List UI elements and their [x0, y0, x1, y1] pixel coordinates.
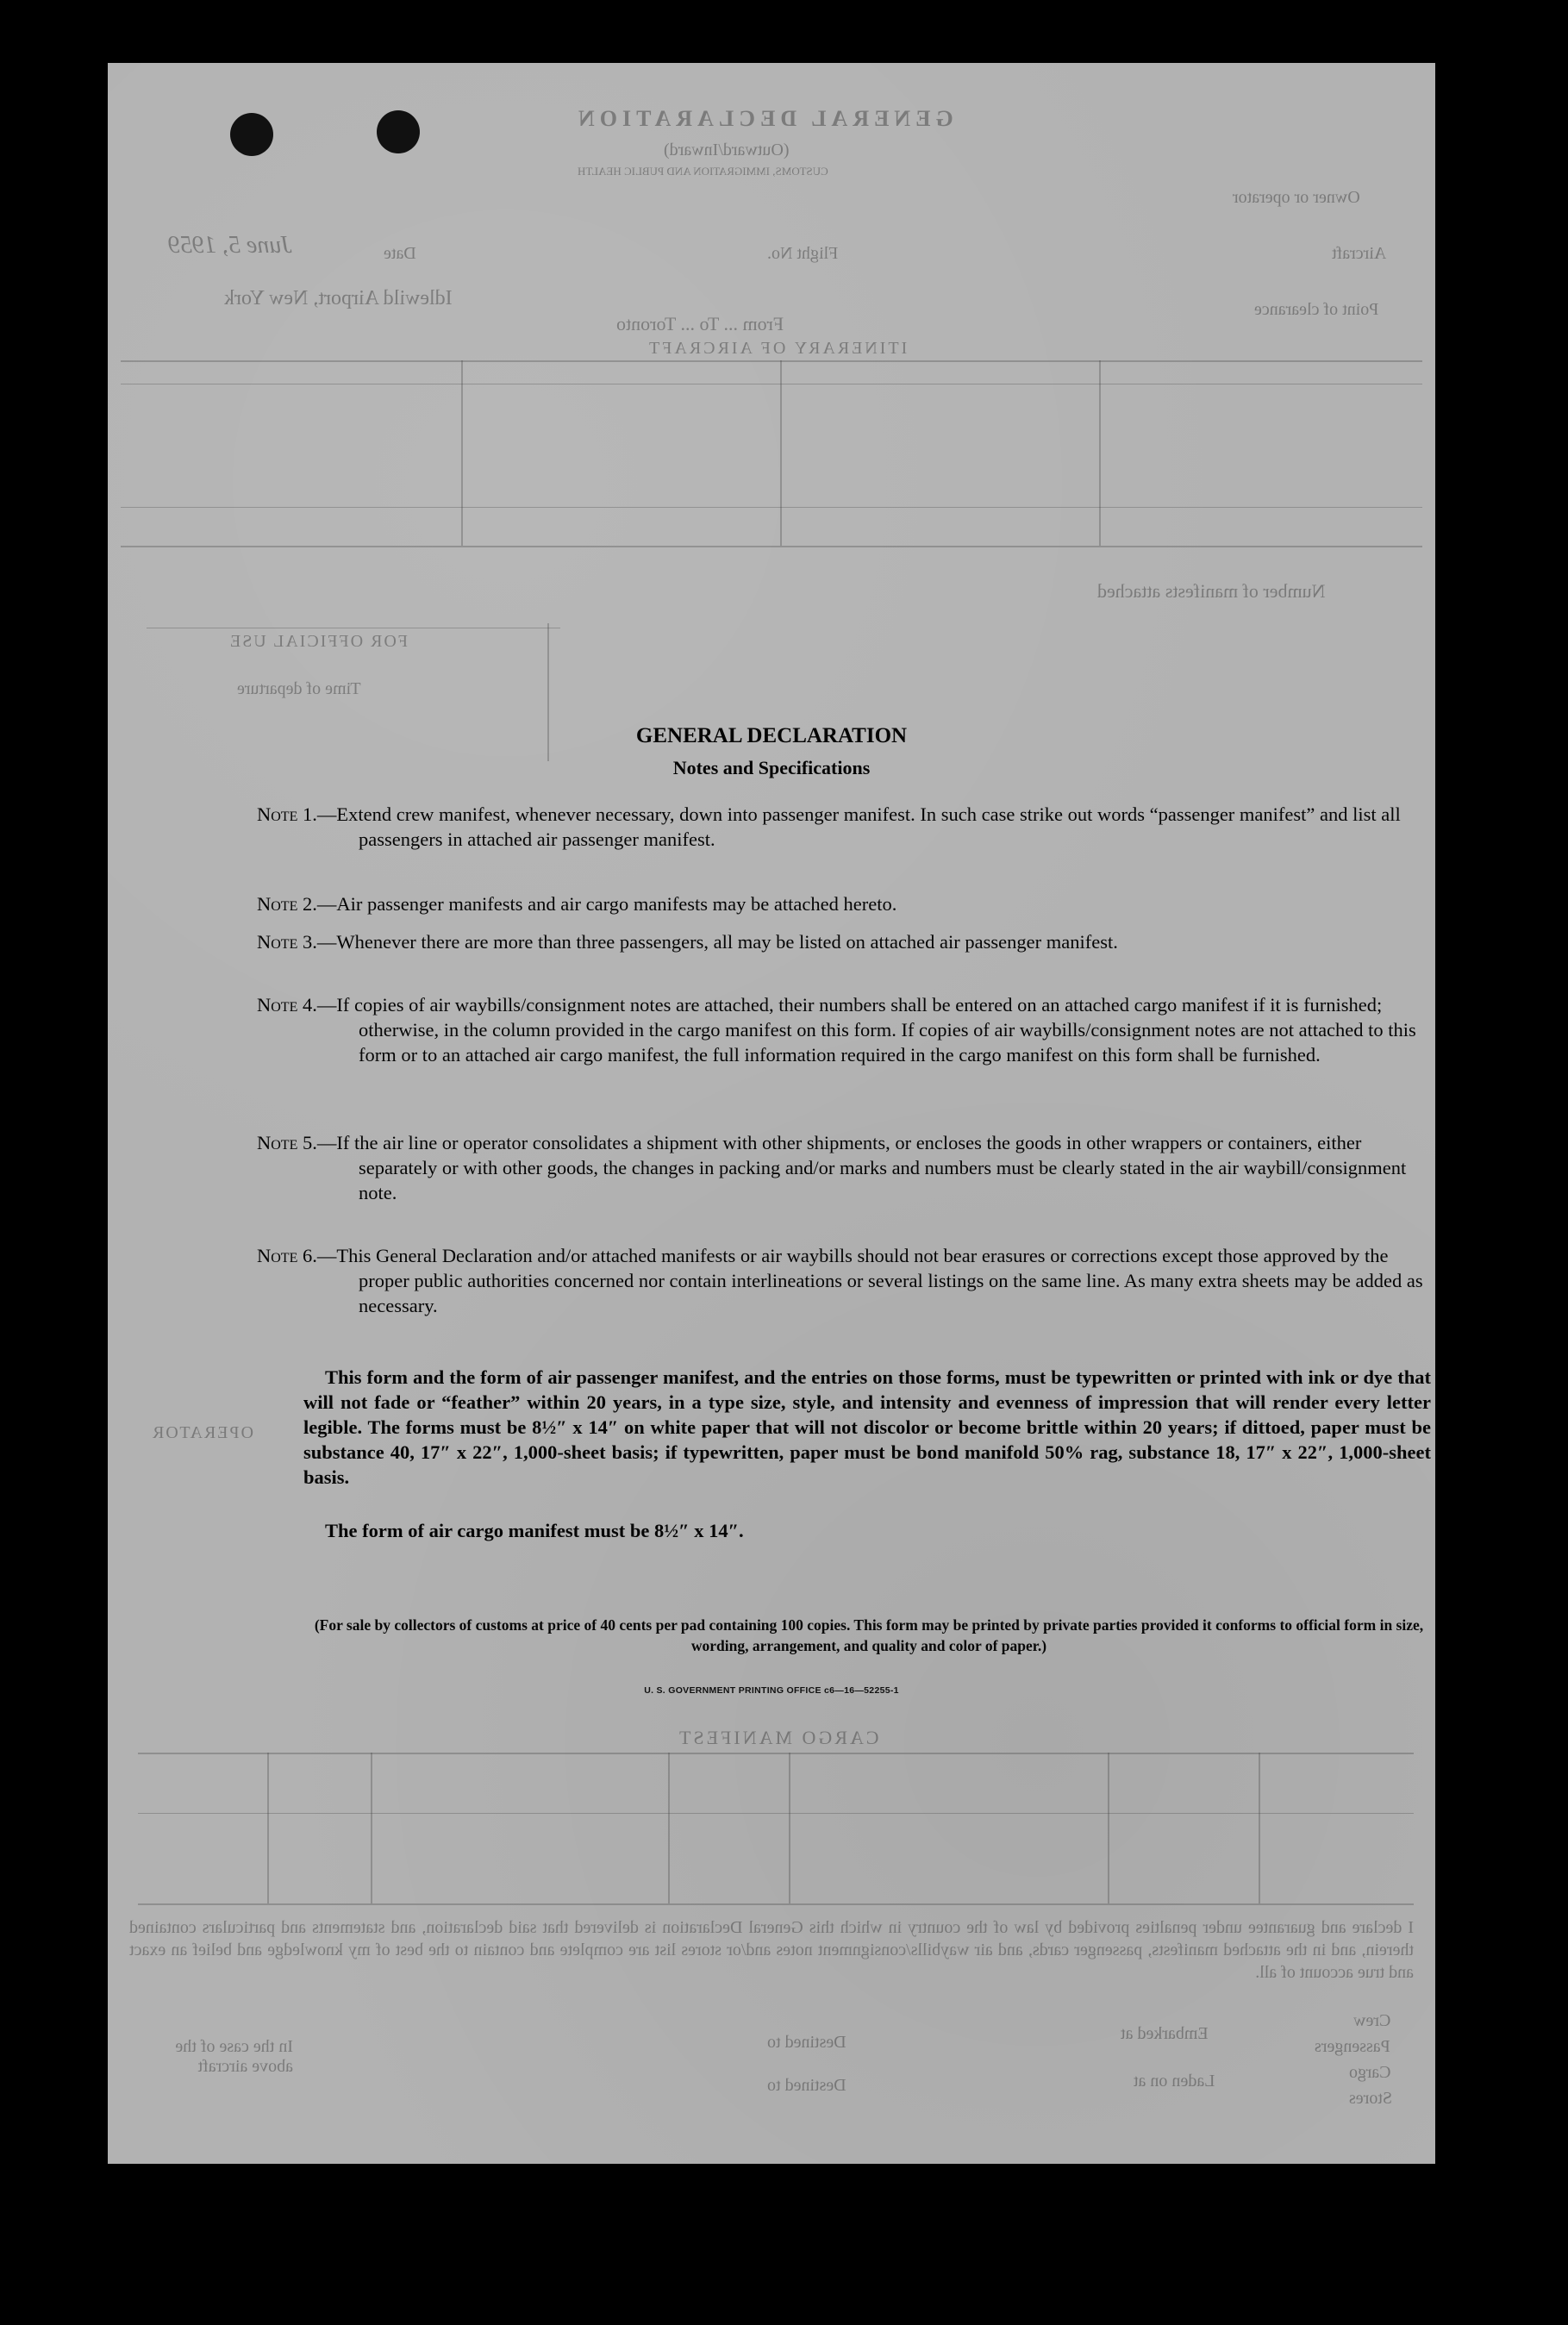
punch-hole-left [230, 113, 273, 156]
declaration-subtitle: Notes and Specifications [672, 757, 871, 778]
ghost-manifests-label: Number of manifests attached [1097, 580, 1326, 602]
ghost-cargo-divider [668, 1753, 670, 1903]
ghost-cargo-divider [1259, 1753, 1260, 1903]
document-sheet [108, 63, 1435, 2164]
ghost-clearance-value: Idlewild Airport, New York [224, 287, 453, 309]
ghost-table-rule [121, 507, 1422, 508]
ghost-cargo-manifest: CARGO MANIFEST [677, 1727, 879, 1748]
ghost-owner-label: Owner or operator [1233, 188, 1360, 207]
ghost-operator-label: OPERATOR [151, 1423, 253, 1442]
note-label: Note 6. [257, 1245, 317, 1266]
ghost-destined: Destined to [767, 2076, 846, 2095]
ghost-declaration-text: I declare and guarantee under penalties provided by law of the country in which this General Declaration is delivered that said declaration, and statements and particulars contained therein, and in the attached manifests, passenger cards, and air waybills/consignment notes and/or stores list are complete and contain to the best of my knowledge and belief an exact and true account of all. [129, 1918, 1414, 1982]
declaration-title: GENERAL DECLARATION [635, 724, 908, 747]
ghost-table-rule [121, 546, 1422, 547]
ghost-date-label: Date [384, 244, 416, 263]
ghost-laden: Laden on at [1134, 2072, 1215, 2091]
ghost-flight-label: Flight No. [767, 244, 839, 263]
ghost-destined: Destined to [767, 2033, 846, 2052]
ghost-cargo-divider [371, 1753, 372, 1903]
note-4 [257, 992, 1434, 1067]
ghost-cargo-divider [1108, 1753, 1109, 1903]
specification-paragraph: This form and the form of air passenger manifest, and the entries on those forms, must be typewritten or printed with ink or dye that will not fade or “feather” within 20 years, in a type size, style, and intensity and evenness of impression that will render every letter legible. The forms must be 8½″ x 14″ on white paper that will not discolor or become brittle within 20 years; if dittoed, paper must be substance 40, 17″ x 22″, 1,000-sheet basis; if typewritten, paper must be bond manifold 50% rag, substance 18, 17″ x 22″, 1,000-sheet basis. [303, 1366, 1431, 1488]
note-label: Note 3. [257, 931, 317, 953]
ghost-header-title: GENERAL DECLARATION [573, 106, 953, 131]
ghost-cargo-rule [138, 1903, 1414, 1905]
ghost-table-rule [121, 360, 1422, 362]
ghost-stores: Stores [1349, 2089, 1392, 2108]
ghost-cargo-rule [138, 1813, 1414, 1814]
ghost-in-case: In the case of the above aircraft [175, 2037, 293, 2076]
cargo-manifest-size: The form of air cargo manifest must be 8½″ x 14″. [325, 1520, 744, 1541]
note-label: Note 4. [257, 994, 317, 1016]
note-6 [257, 1243, 1434, 1318]
ghost-date-value: June 5, 1959 [168, 232, 292, 259]
ghost-departure-label: Time of departure [237, 679, 361, 698]
printer-imprint: U. S. GOVERNMENT PRINTING OFFICE c6—16—52255-1 [644, 1685, 899, 1696]
punch-hole-right [377, 110, 420, 153]
ghost-header-sub: (Outward/Inward) [664, 141, 790, 159]
note-text: —If copies of air waybills/consignment notes are attached, their numbers shall be entered on an attached cargo manifest if it is furnished; otherwise, in the column provided in the cargo manifest on this form. If copies of air waybills/consignment notes are not attached to this form or to an attached air cargo manifest, the full information required in the cargo manifest on this form shall be furnished. [316, 994, 1416, 1066]
note-3 [257, 929, 1434, 954]
sale-notice: (For sale by collectors of customs at price of 40 cents per pad containing 100 copies. This form may be printed by private parties provided it conforms to official form in size, wording, arrangement, and quality and color of paper.) [314, 1616, 1424, 1654]
note-text: —Air passenger manifests and air cargo manifests may be attached hereto. [316, 893, 897, 915]
ghost-official-use: FOR OFFICIAL USE [228, 632, 408, 651]
ghost-passengers: Passengers [1315, 2037, 1390, 2056]
ghost-itinerary: ITINERARY OF AIRCRAFT [647, 339, 908, 358]
note-label: Note 5. [257, 1132, 317, 1153]
ghost-crew: Crew [1353, 2011, 1391, 2030]
ghost-table-divider [461, 360, 463, 546]
ghost-cargo-divider [789, 1753, 790, 1903]
ghost-cargo-rule [138, 1753, 1414, 1754]
note-text: —This General Declaration and/or attached manifests or air waybills should not bear erasures or corrections except those approved by the proper public authorities concerned nor contain interlineations or several listings on the same line. As many extra sheets may be added as necessary. [316, 1245, 1423, 1316]
note-text: —If the air line or operator consolidates a shipment with other shipments, or encloses the goods in other wrappers or containers, either separately or with other goods, the changes in packing and/or marks and numbers must be clearly stated in the air waybill/consignment note. [316, 1132, 1407, 1203]
ghost-table-divider [1099, 360, 1101, 546]
note-text: —Whenever there are more than three passengers, all may be listed on attached air passenger manifest. [316, 931, 1118, 953]
note-text: —Extend crew manifest, whenever necessary, down into passenger manifest. In such case strike out words “passenger manifest” and list all passengers in attached air passenger manifest. [316, 803, 1401, 850]
ghost-header-agency: CUSTOMS, IMMIGRATION AND PUBLIC HEALTH [578, 165, 828, 178]
ghost-cargo-divider [267, 1753, 269, 1903]
ghost-from-to: From ... To ... Toronto [616, 313, 784, 334]
ghost-cargo: Cargo [1349, 2063, 1391, 2082]
ghost-table-divider [780, 360, 782, 546]
note-2 [257, 891, 1434, 916]
note-5 [257, 1130, 1434, 1205]
note-label: Note 2. [257, 893, 317, 915]
ghost-aircraft-label: Aircraft [1332, 244, 1387, 263]
ghost-embarked: Embarked at [1121, 2024, 1209, 2043]
note-1 [257, 802, 1434, 852]
note-label: Note 1. [257, 803, 317, 825]
ghost-clearance-label: Point of clearance [1254, 300, 1379, 319]
